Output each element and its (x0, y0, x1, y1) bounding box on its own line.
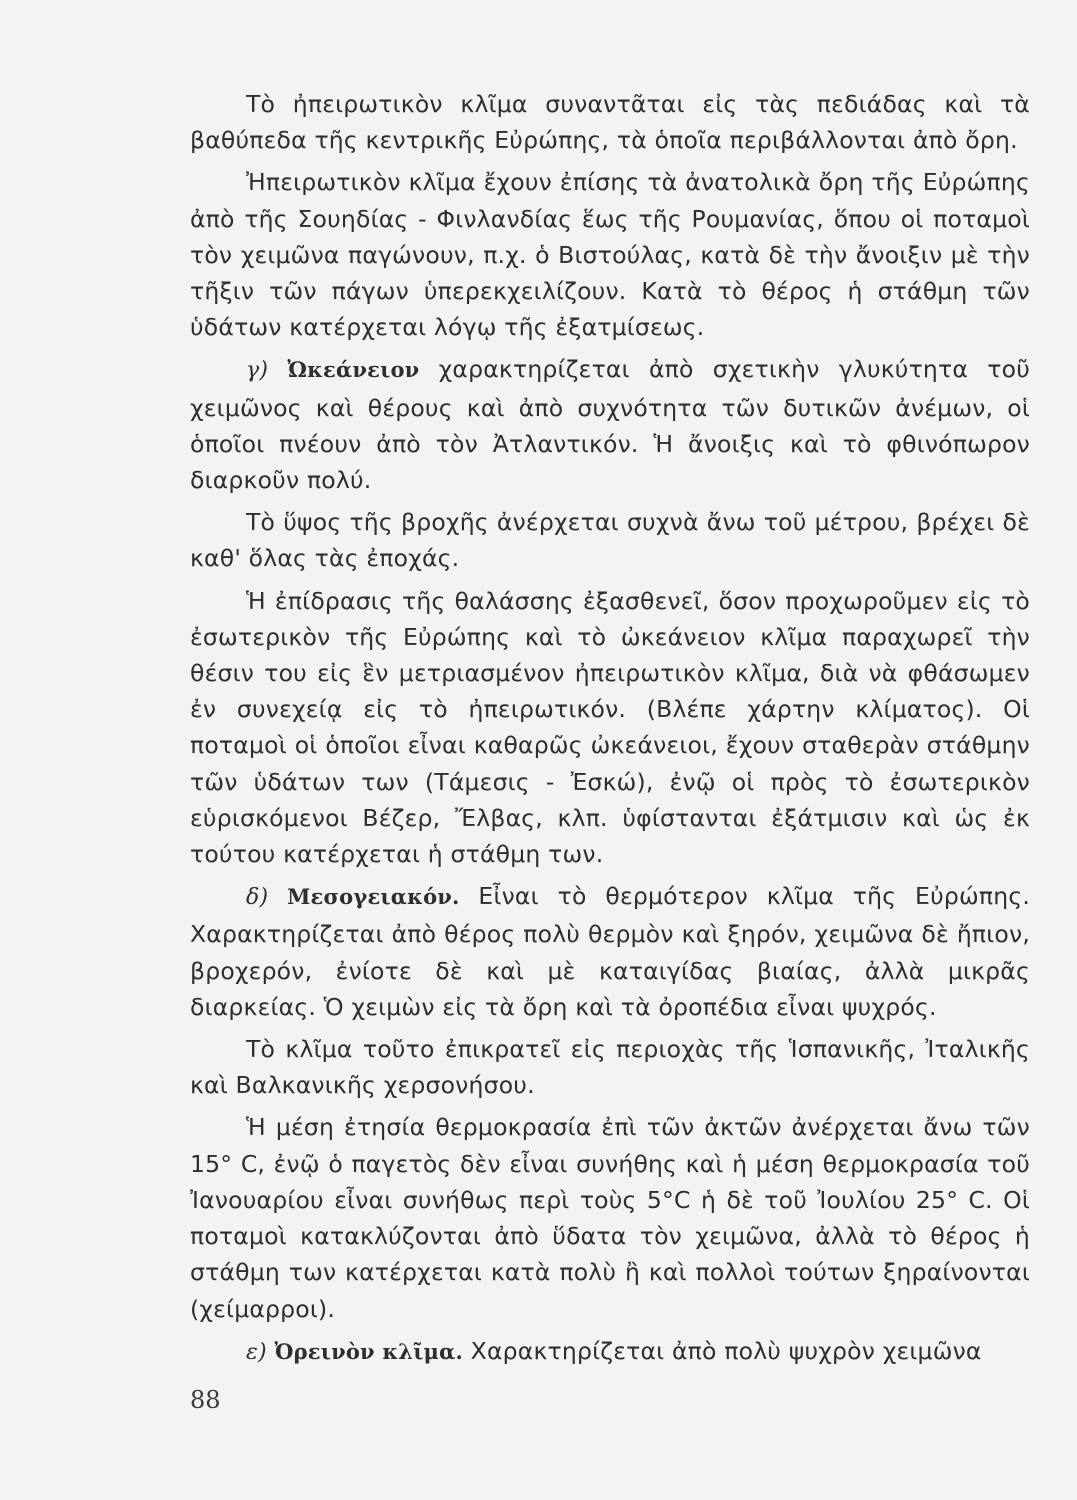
section-label: γ) (246, 358, 269, 384)
section-label: δ) (246, 885, 269, 911)
paragraph: Ἡ ἐπίδρασις τῆς θαλάσσης ἐξασθενεῖ, ὅσον προχωροῦμεν εἰς τὸ ἐσωτερικὸν τῆς Εὐρώπης καὶ τὸ ὠκεάνειον κλῖμα παραχωρεῖ τὴν θέσιν του εἰς ἓν μετριασμένον ἠπειρωτικὸν κλῖμα, διὰ νὰ φθάσωμεν ἐν συνεχείᾳ εἰς τὸ ἠπειρωτικόν. (Βλέπε χάρτην κλίματος). Οἱ ποταμοὶ οἱ ὁποῖοι εἶναι καθαρῶς ὠκεάνειοι, ἔχουν σταθερὰν στάθμην τῶν ὑδάτων των (Τάμεσις - Ἐσκώ), ἐνῷ οἱ πρὸς τὸ ἐσωτερικὸν εὑρισκόμενοι Βέζερ, Ἔλβας, κλπ. ὑφίστανται ἐξάτμισιν καὶ ὡς ἐκ τούτου κατέρχεται ἡ στάθμη των. (190, 586, 1030, 869)
page-number: 88 (190, 1386, 221, 1414)
paragraph: Τὸ ἠπειρωτικὸν κλῖμα συναντᾶται εἰς τὰς πεδιάδας καὶ τὰ βαθύπεδα τῆς κεντρικῆς Εὐρώπης, τὰ ὁποῖα περιβάλλονται ἀπὸ ὄρη. (190, 90, 1030, 155)
section-heading: Ὠκεάνειον (287, 357, 420, 383)
section-heading: Ὀρεινὸν κλῖμα. (274, 1338, 463, 1364)
section-text: Εἶναι τὸ θερμότερον κλῖμα τῆς Εὐρώπης. Χαρακτηρίζεται ἀπὸ θέρος πολὺ θερμὸν καὶ ξηρόν, χειμῶνα δὲ ἤπιον, βροχερόν, ἐνίοτε δὲ καὶ μὲ καταιγίδας βιαίας, ἀλλὰ μικρᾶς διαρκείας. Ὁ χειμὼν εἰς τὰ ὄρη καὶ τὰ ὀροπέδια εἶναι ψυχρός. (190, 882, 1031, 1021)
section-text: Χαρακτηρίζεται ἀπὸ πολὺ ψυχρὸν χειμῶνα (470, 1336, 982, 1365)
section-oceanic (190, 351, 1030, 498)
section-mediterranean (190, 878, 1030, 1025)
paragraph: Ἡ μέση ἐτησία θερμοκρασία ἐπὶ τῶν ἀκτῶν ἀνέρχεται ἄνω τῶν 15° C, ἐνῷ ὁ παγετὸς δὲν εἶναι συνήθης καὶ ἡ μέση θερμοκρασία τοῦ Ἰανουαρίου εἶναι συνήθως περὶ τοὺς 5°C ἡ δὲ τοῦ Ἰουλίου 25° C. Οἱ ποταμοὶ κατακλύζονται ἀπὸ ὕδατα τὸν χειμῶνα, ἀλλὰ τὸ θέρος ἡ στάθμη των κατέρχεται κατὰ πολὺ ἢ καὶ πολλοὶ τούτων ξηραίνονται (χείμαρροι). (190, 1113, 1030, 1323)
section-mountain (190, 1333, 1030, 1371)
body-text (190, 86, 1030, 1371)
section-label: ε) (246, 1339, 267, 1365)
paragraph: Τὸ ὕψος τῆς βροχῆς ἀνέρχεται συχνὰ ἄνω τοῦ μέτρου, βρέχει δὲ καθ' ὅλας τὰς ἐποχάς. (190, 508, 1030, 573)
section-heading: Μεσογειακόν. (287, 884, 460, 910)
section-text: χαρακτηρίζεται ἀπὸ σχετικὴν γλυκύτητα τοῦ χειμῶνος καὶ θέρους καὶ ἀπὸ συχνότητα τῶν δυτικῶν ἀνέμων, οἱ ὁποῖοι πνέουν ἀπὸ τὸν Ἀτλαντικόν. Ἡ ἄνοιξις καὶ τὸ φθινόπωρον διαρκοῦν πολύ. (190, 355, 1030, 495)
paragraph: Ἠπειρωτικὸν κλῖμα ἔχουν ἐπίσης τὰ ἀνατολικὰ ὄρη τῆς Εὐρώπης ἀπὸ τῆς Σουηδίας - Φινλανδίας ἕως τῆς Ρουμανίας, ὅπου οἱ ποταμοὶ τὸν χειμῶνα παγώνουν, π.χ. ὁ Βιστούλας, κατὰ δὲ τὴν ἄνοιξιν μὲ τὴν τῆξιν τῶν πάγων ὑπερεκχειλίζουν. Κατὰ τὸ θέρος ἡ στάθμη τῶν ὑδάτων κατέρχεται λόγῳ τῆς ἐξατμίσεως. (190, 168, 1030, 342)
paragraph: Τὸ κλῖμα τοῦτο ἐπικρατεῖ εἰς περιοχὰς τῆς Ἱσπανικῆς, Ἰταλικῆς καὶ Βαλκανικῆς χερσονήσου. (190, 1035, 1030, 1100)
